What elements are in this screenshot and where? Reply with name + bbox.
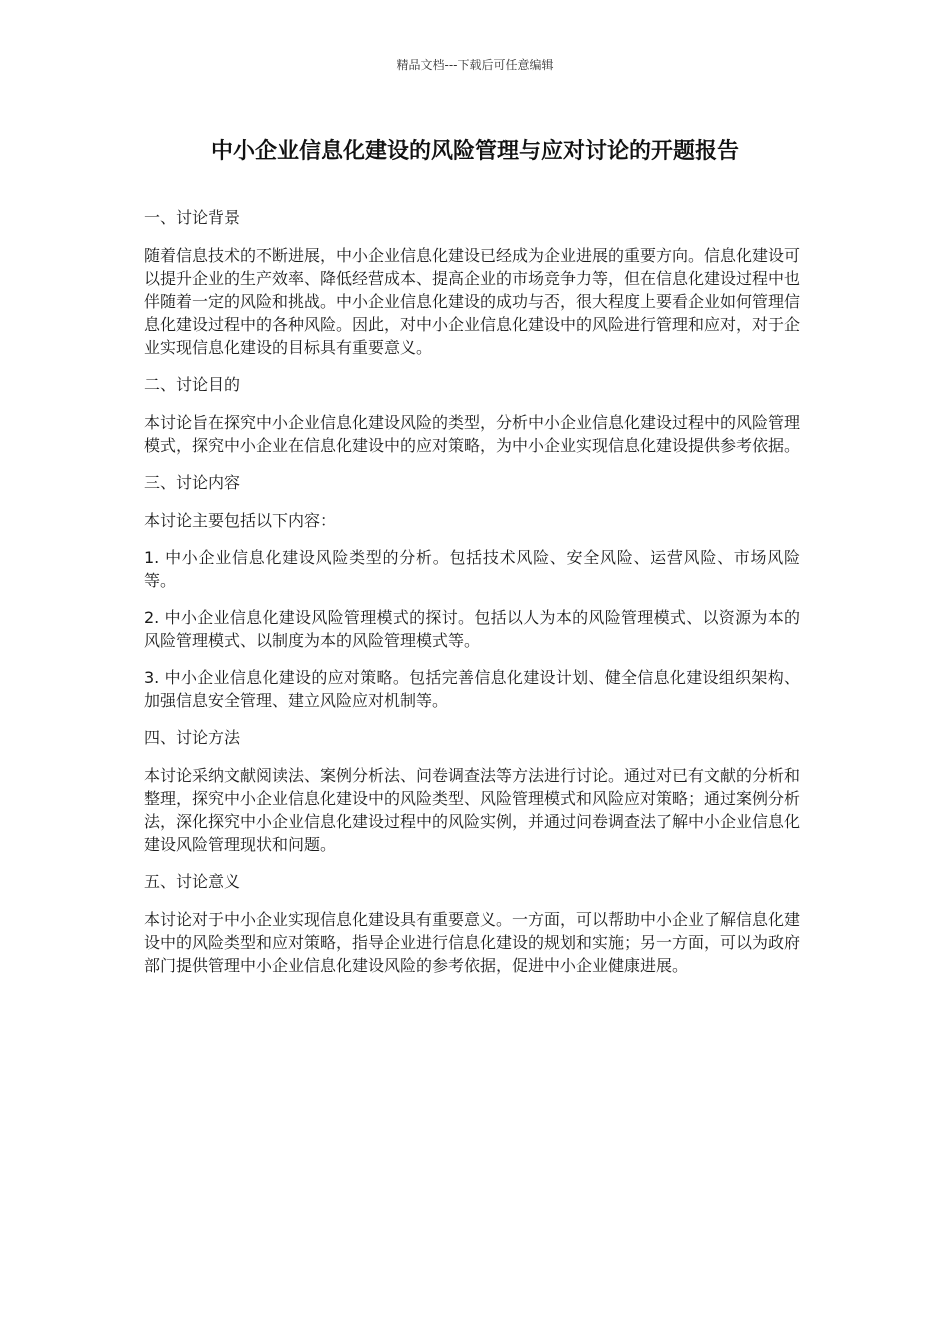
section-heading: 五、讨论意义 bbox=[144, 872, 241, 891]
paragraph: 本讨论对于中小企业实现信息化建设具有重要意义。一方面，可以帮助中小企业了解信息化建设中的风险类型和应对策略，指导企业进行信息化建设的规划和实施；另一方面，可以为政府部门提供管理中小企业信息化建设风险的参考依据，促进中小企业健康进展。 bbox=[144, 910, 801, 975]
paragraph: 随着信息技术的不断进展，中小企业信息化建设已经成为企业进展的重要方向。信息化建设可以提升企业的生产效率、降低经营成本、提高企业的市场竞争力等，但在信息化建设过程中也伴随着一定的风险和挑战。中小企业信息化建设的成功与否，很大程度上要看企业如何管理信息化建设过程中的各种风险。因此，对中小企业信息化建设中的风险进行管理和应对，对于企业实现信息化建设的目标具有重要意义。 bbox=[144, 246, 801, 357]
list-item: 2. 中小企业信息化建设风险管理模式的探讨。包括以人为本的风险管理模式、以资源为本的风险管理模式、以制度为本的风险管理模式等。 bbox=[144, 608, 800, 650]
page-header-watermark: 精品文档---下载后可任意编辑 bbox=[396, 58, 554, 72]
paragraph: 本讨论主要包括以下内容： bbox=[144, 511, 337, 530]
section-background bbox=[144, 206, 800, 359]
section-significance bbox=[144, 870, 800, 977]
list-item: 3. 中小企业信息化建设的应对策略。包括完善信息化建设计划、健全信息化建设组织架构、加强信息安全管理、建立风险应对机制等。 bbox=[144, 668, 800, 710]
list-item: 1. 中小企业信息化建设风险类型的分析。包括技术风险、安全风险、运营风险、市场风险等。 bbox=[144, 548, 800, 590]
section-heading: 三、讨论内容 bbox=[144, 473, 241, 492]
document-title: 中小企业信息化建设的风险管理与应对讨论的开题报告 bbox=[210, 139, 739, 164]
section-content bbox=[144, 471, 800, 712]
document-body bbox=[144, 206, 800, 991]
paragraph: 本讨论采纳文献阅读法、案例分析法、问卷调查法等方法进行讨论。通过对已有文献的分析和整理，探究中小企业信息化建设中的风险类型、风险管理模式和风险应对策略；通过案例分析法，深化探究中小企业信息化建设过程中的风险实例，并通过问卷调查法了解中小企业信息化建设风险管理现状和问题。 bbox=[144, 766, 801, 854]
section-heading: 二、讨论目的 bbox=[144, 375, 241, 394]
paragraph: 本讨论旨在探究中小企业信息化建设风险的类型，分析中小企业信息化建设过程中的风险管理模式，探究中小企业在信息化建设中的应对策略，为中小企业实现信息化建设提供参考依据。 bbox=[144, 413, 801, 455]
section-purpose bbox=[144, 373, 800, 457]
section-heading: 一、讨论背景 bbox=[144, 208, 241, 227]
section-heading: 四、讨论方法 bbox=[144, 728, 241, 747]
section-method bbox=[144, 726, 800, 856]
